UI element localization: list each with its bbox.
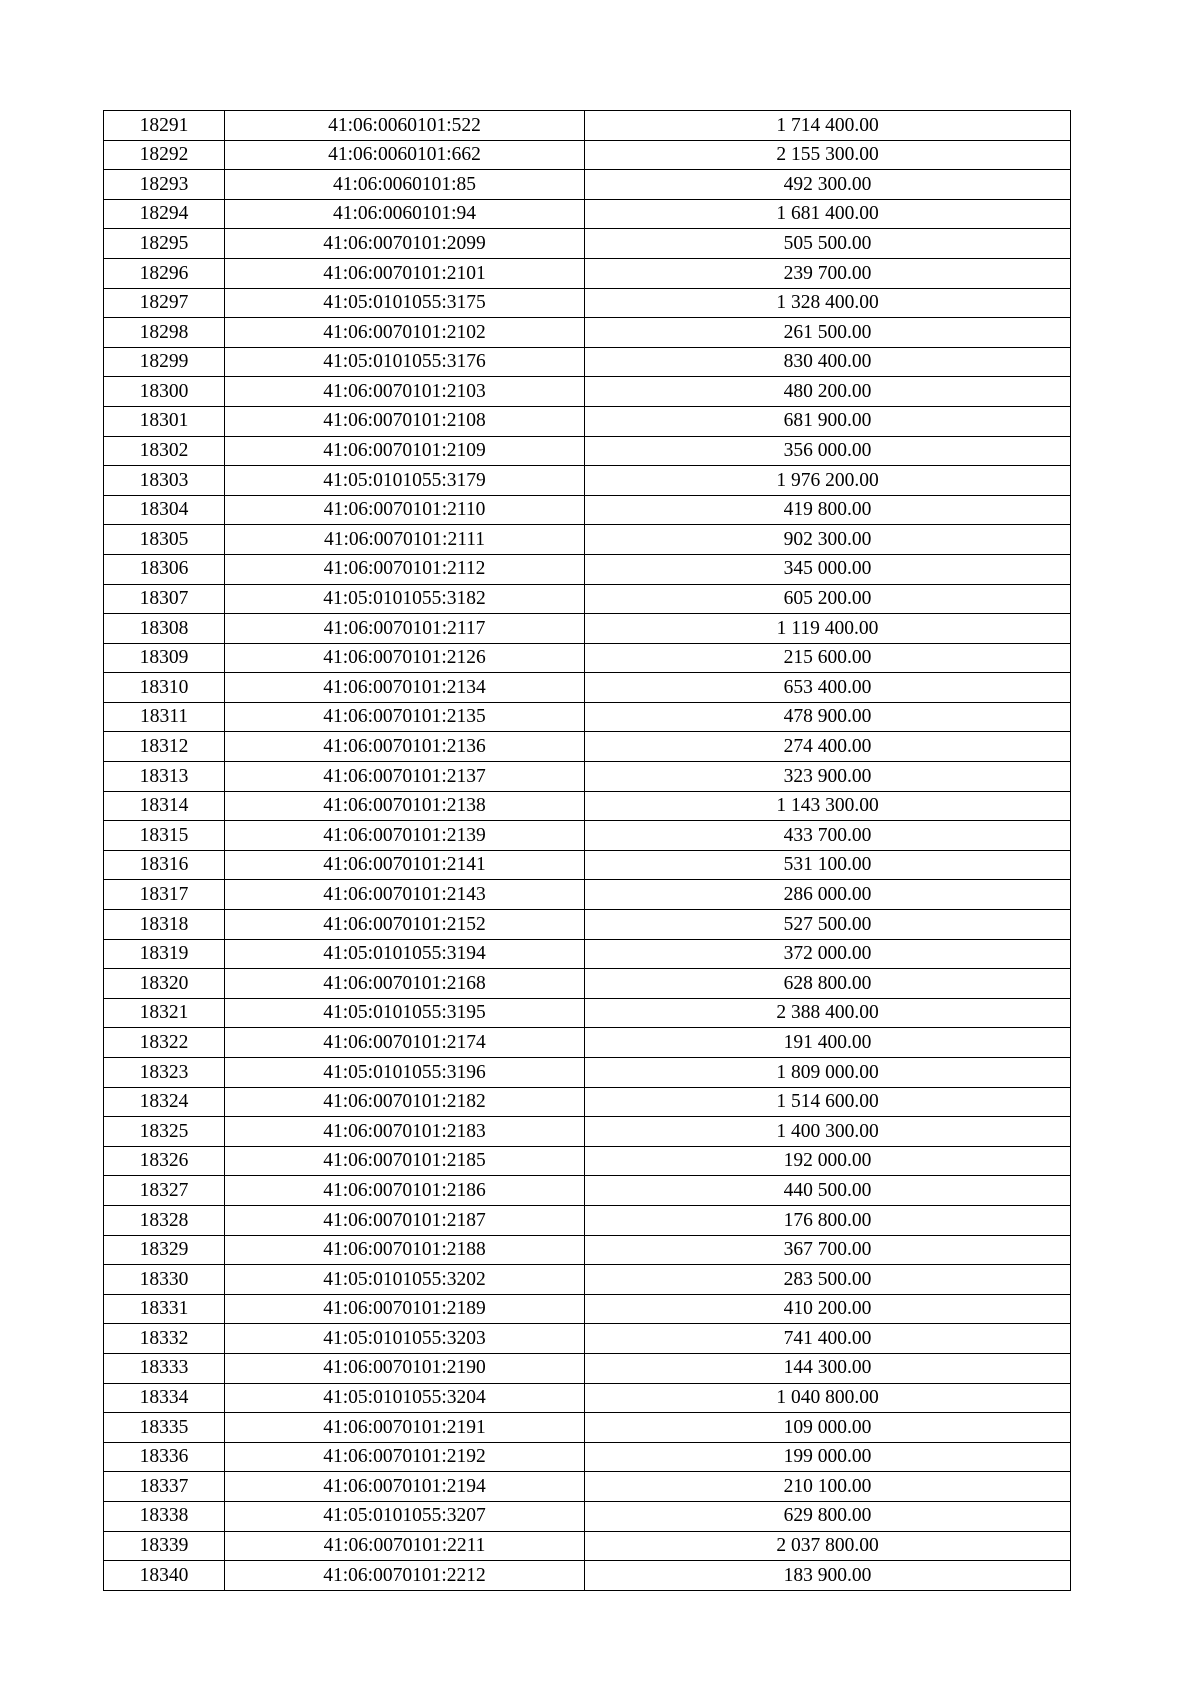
row-number-cell: 18327 [104,1176,225,1206]
row-number-cell: 18307 [104,584,225,614]
table-row [104,406,1071,436]
table-row [104,1413,1071,1443]
cadastral-number-cell: 41:06:0070101:2143 [225,880,585,910]
cadastral-value-cell: 478 900.00 [585,702,1071,732]
table-row [104,1028,1071,1058]
table-row [104,1235,1071,1265]
cadastral-value-cell: 1 976 200.00 [585,466,1071,496]
cadastral-number-cell: 41:05:0101055:3194 [225,939,585,969]
table-row [104,140,1071,170]
table-row [104,436,1071,466]
cadastral-number-cell: 41:06:0070101:2110 [225,495,585,525]
row-number-cell: 18319 [104,939,225,969]
cadastral-value-cell: 1 040 800.00 [585,1383,1071,1413]
cadastral-value-table [103,110,1071,1591]
row-number-cell: 18340 [104,1561,225,1591]
table-row [104,1058,1071,1088]
cadastral-number-cell: 41:06:0070101:2152 [225,910,585,940]
row-number-cell: 18336 [104,1442,225,1472]
cadastral-value-cell: 1 809 000.00 [585,1058,1071,1088]
row-number-cell: 18323 [104,1058,225,1088]
table-row [104,1176,1071,1206]
row-number-cell: 18332 [104,1324,225,1354]
row-number-cell: 18333 [104,1353,225,1383]
cadastral-number-cell: 41:06:0070101:2183 [225,1117,585,1147]
cadastral-value-cell: 2 155 300.00 [585,140,1071,170]
cadastral-number-cell: 41:06:0070101:2136 [225,732,585,762]
cadastral-number-cell: 41:06:0070101:2112 [225,554,585,584]
row-number-cell: 18314 [104,791,225,821]
cadastral-number-cell: 41:06:0070101:2194 [225,1472,585,1502]
row-number-cell: 18291 [104,111,225,141]
row-number-cell: 18293 [104,170,225,200]
cadastral-number-cell: 41:06:0060101:94 [225,199,585,229]
cadastral-number-cell: 41:05:0101055:3202 [225,1265,585,1295]
cadastral-value-cell: 144 300.00 [585,1353,1071,1383]
cadastral-number-cell: 41:06:0070101:2212 [225,1561,585,1591]
cadastral-value-cell: 191 400.00 [585,1028,1071,1058]
row-number-cell: 18309 [104,643,225,673]
cadastral-number-cell: 41:06:0070101:2101 [225,258,585,288]
table-row [104,229,1071,259]
table-row [104,1205,1071,1235]
cadastral-value-cell: 261 500.00 [585,318,1071,348]
cadastral-number-cell: 41:06:0070101:2134 [225,673,585,703]
table-row [104,1561,1071,1591]
cadastral-value-cell: 283 500.00 [585,1265,1071,1295]
table-row [104,1383,1071,1413]
row-number-cell: 18308 [104,614,225,644]
table-row [104,1146,1071,1176]
cadastral-number-cell: 41:06:0070101:2189 [225,1294,585,1324]
row-number-cell: 18313 [104,762,225,792]
row-number-cell: 18324 [104,1087,225,1117]
cadastral-value-cell: 531 100.00 [585,850,1071,880]
cadastral-number-cell: 41:05:0101055:3207 [225,1501,585,1531]
row-number-cell: 18318 [104,910,225,940]
row-number-cell: 18299 [104,347,225,377]
table-row [104,762,1071,792]
cadastral-value-cell: 505 500.00 [585,229,1071,259]
row-number-cell: 18294 [104,199,225,229]
table-row [104,495,1071,525]
row-number-cell: 18303 [104,466,225,496]
row-number-cell: 18316 [104,850,225,880]
cadastral-number-cell: 41:06:0070101:2141 [225,850,585,880]
row-number-cell: 18312 [104,732,225,762]
table-row [104,791,1071,821]
cadastral-number-cell: 41:06:0070101:2185 [225,1146,585,1176]
cadastral-value-cell: 176 800.00 [585,1205,1071,1235]
table-row [104,969,1071,999]
table-row [104,702,1071,732]
cadastral-value-cell: 433 700.00 [585,821,1071,851]
table-row [104,584,1071,614]
table-row [104,554,1071,584]
row-number-cell: 18338 [104,1501,225,1531]
cadastral-number-cell: 41:06:0070101:2168 [225,969,585,999]
cadastral-value-cell: 1 681 400.00 [585,199,1071,229]
cadastral-value-cell: 419 800.00 [585,495,1071,525]
cadastral-value-cell: 2 388 400.00 [585,998,1071,1028]
cadastral-value-cell: 323 900.00 [585,762,1071,792]
cadastral-number-cell: 41:06:0070101:2108 [225,406,585,436]
table-row [104,170,1071,200]
cadastral-value-cell: 183 900.00 [585,1561,1071,1591]
cadastral-value-cell: 605 200.00 [585,584,1071,614]
row-number-cell: 18315 [104,821,225,851]
table-row [104,466,1071,496]
cadastral-value-cell: 681 900.00 [585,406,1071,436]
table-row [104,1501,1071,1531]
cadastral-number-cell: 41:06:0070101:2138 [225,791,585,821]
row-number-cell: 18300 [104,377,225,407]
cadastral-value-cell: 215 600.00 [585,643,1071,673]
table-row [104,1472,1071,1502]
cadastral-number-cell: 41:06:0070101:2117 [225,614,585,644]
table-row [104,525,1071,555]
table-row [104,318,1071,348]
row-number-cell: 18337 [104,1472,225,1502]
table-row [104,939,1071,969]
cadastral-number-cell: 41:06:0070101:2103 [225,377,585,407]
cadastral-value-cell: 2 037 800.00 [585,1531,1071,1561]
row-number-cell: 18301 [104,406,225,436]
cadastral-value-cell: 356 000.00 [585,436,1071,466]
row-number-cell: 18326 [104,1146,225,1176]
cadastral-number-cell: 41:06:0070101:2191 [225,1413,585,1443]
cadastral-value-cell: 628 800.00 [585,969,1071,999]
row-number-cell: 18321 [104,998,225,1028]
table-row [104,732,1071,762]
row-number-cell: 18322 [104,1028,225,1058]
cadastral-value-cell: 367 700.00 [585,1235,1071,1265]
cadastral-number-cell: 41:06:0070101:2099 [225,229,585,259]
cadastral-value-cell: 1 328 400.00 [585,288,1071,318]
cadastral-value-cell: 286 000.00 [585,880,1071,910]
table-row [104,643,1071,673]
table-row [104,821,1071,851]
cadastral-number-cell: 41:06:0070101:2109 [225,436,585,466]
row-number-cell: 18328 [104,1205,225,1235]
table-row [104,1442,1071,1472]
cadastral-number-cell: 41:06:0070101:2135 [225,702,585,732]
table-row [104,1117,1071,1147]
row-number-cell: 18306 [104,554,225,584]
table-body [104,111,1071,1591]
cadastral-number-cell: 41:05:0101055:3203 [225,1324,585,1354]
table-row [104,1087,1071,1117]
row-number-cell: 18339 [104,1531,225,1561]
cadastral-value-cell: 492 300.00 [585,170,1071,200]
cadastral-value-cell: 1 119 400.00 [585,614,1071,644]
table-row [104,880,1071,910]
table-row [104,377,1071,407]
cadastral-number-cell: 41:05:0101055:3175 [225,288,585,318]
table-row [104,910,1071,940]
cadastral-number-cell: 41:05:0101055:3176 [225,347,585,377]
table-row [104,1324,1071,1354]
cadastral-number-cell: 41:06:0070101:2188 [225,1235,585,1265]
cadastral-number-cell: 41:05:0101055:3182 [225,584,585,614]
row-number-cell: 18334 [104,1383,225,1413]
table-row [104,199,1071,229]
row-number-cell: 18335 [104,1413,225,1443]
table-row [104,1294,1071,1324]
row-number-cell: 18317 [104,880,225,910]
row-number-cell: 18320 [104,969,225,999]
table-row [104,1353,1071,1383]
cadastral-number-cell: 41:05:0101055:3196 [225,1058,585,1088]
row-number-cell: 18297 [104,288,225,318]
cadastral-number-cell: 41:06:0060101:522 [225,111,585,141]
row-number-cell: 18330 [104,1265,225,1295]
cadastral-number-cell: 41:06:0070101:2186 [225,1176,585,1206]
row-number-cell: 18310 [104,673,225,703]
cadastral-value-cell: 274 400.00 [585,732,1071,762]
cadastral-number-cell: 41:06:0060101:85 [225,170,585,200]
table-row [104,288,1071,318]
cadastral-value-cell: 192 000.00 [585,1146,1071,1176]
cadastral-number-cell: 41:06:0070101:2190 [225,1353,585,1383]
row-number-cell: 18292 [104,140,225,170]
row-number-cell: 18296 [104,258,225,288]
row-number-cell: 18325 [104,1117,225,1147]
cadastral-number-cell: 41:06:0070101:2187 [225,1205,585,1235]
cadastral-number-cell: 41:06:0070101:2174 [225,1028,585,1058]
cadastral-number-cell: 41:06:0070101:2126 [225,643,585,673]
table-row [104,850,1071,880]
cadastral-value-cell: 1 143 300.00 [585,791,1071,821]
cadastral-number-cell: 41:06:0060101:662 [225,140,585,170]
cadastral-value-cell: 199 000.00 [585,1442,1071,1472]
row-number-cell: 18329 [104,1235,225,1265]
cadastral-value-cell: 1 514 600.00 [585,1087,1071,1117]
cadastral-value-cell: 480 200.00 [585,377,1071,407]
cadastral-value-cell: 345 000.00 [585,554,1071,584]
row-number-cell: 18302 [104,436,225,466]
cadastral-value-cell: 741 400.00 [585,1324,1071,1354]
cadastral-value-cell: 372 000.00 [585,939,1071,969]
cadastral-value-cell: 527 500.00 [585,910,1071,940]
table-row [104,673,1071,703]
cadastral-value-cell: 629 800.00 [585,1501,1071,1531]
cadastral-value-cell: 239 700.00 [585,258,1071,288]
cadastral-number-cell: 41:05:0101055:3204 [225,1383,585,1413]
table-row [104,1265,1071,1295]
cadastral-number-cell: 41:06:0070101:2192 [225,1442,585,1472]
cadastral-value-cell: 210 100.00 [585,1472,1071,1502]
row-number-cell: 18305 [104,525,225,555]
cadastral-number-cell: 41:05:0101055:3179 [225,466,585,496]
cadastral-number-cell: 41:06:0070101:2102 [225,318,585,348]
table-row [104,111,1071,141]
table-row [104,1531,1071,1561]
cadastral-value-cell: 830 400.00 [585,347,1071,377]
cadastral-value-cell: 902 300.00 [585,525,1071,555]
cadastral-value-cell: 440 500.00 [585,1176,1071,1206]
table-row [104,998,1071,1028]
row-number-cell: 18304 [104,495,225,525]
cadastral-number-cell: 41:06:0070101:2139 [225,821,585,851]
cadastral-number-cell: 41:06:0070101:2137 [225,762,585,792]
cadastral-value-cell: 1 400 300.00 [585,1117,1071,1147]
table-row [104,258,1071,288]
row-number-cell: 18298 [104,318,225,348]
row-number-cell: 18331 [104,1294,225,1324]
cadastral-number-cell: 41:06:0070101:2182 [225,1087,585,1117]
cadastral-value-cell: 109 000.00 [585,1413,1071,1443]
cadastral-value-cell: 410 200.00 [585,1294,1071,1324]
cadastral-number-cell: 41:06:0070101:2111 [225,525,585,555]
table-row [104,614,1071,644]
row-number-cell: 18295 [104,229,225,259]
cadastral-value-cell: 1 714 400.00 [585,111,1071,141]
cadastral-value-cell: 653 400.00 [585,673,1071,703]
cadastral-number-cell: 41:06:0070101:2211 [225,1531,585,1561]
cadastral-number-cell: 41:05:0101055:3195 [225,998,585,1028]
row-number-cell: 18311 [104,702,225,732]
table-row [104,347,1071,377]
